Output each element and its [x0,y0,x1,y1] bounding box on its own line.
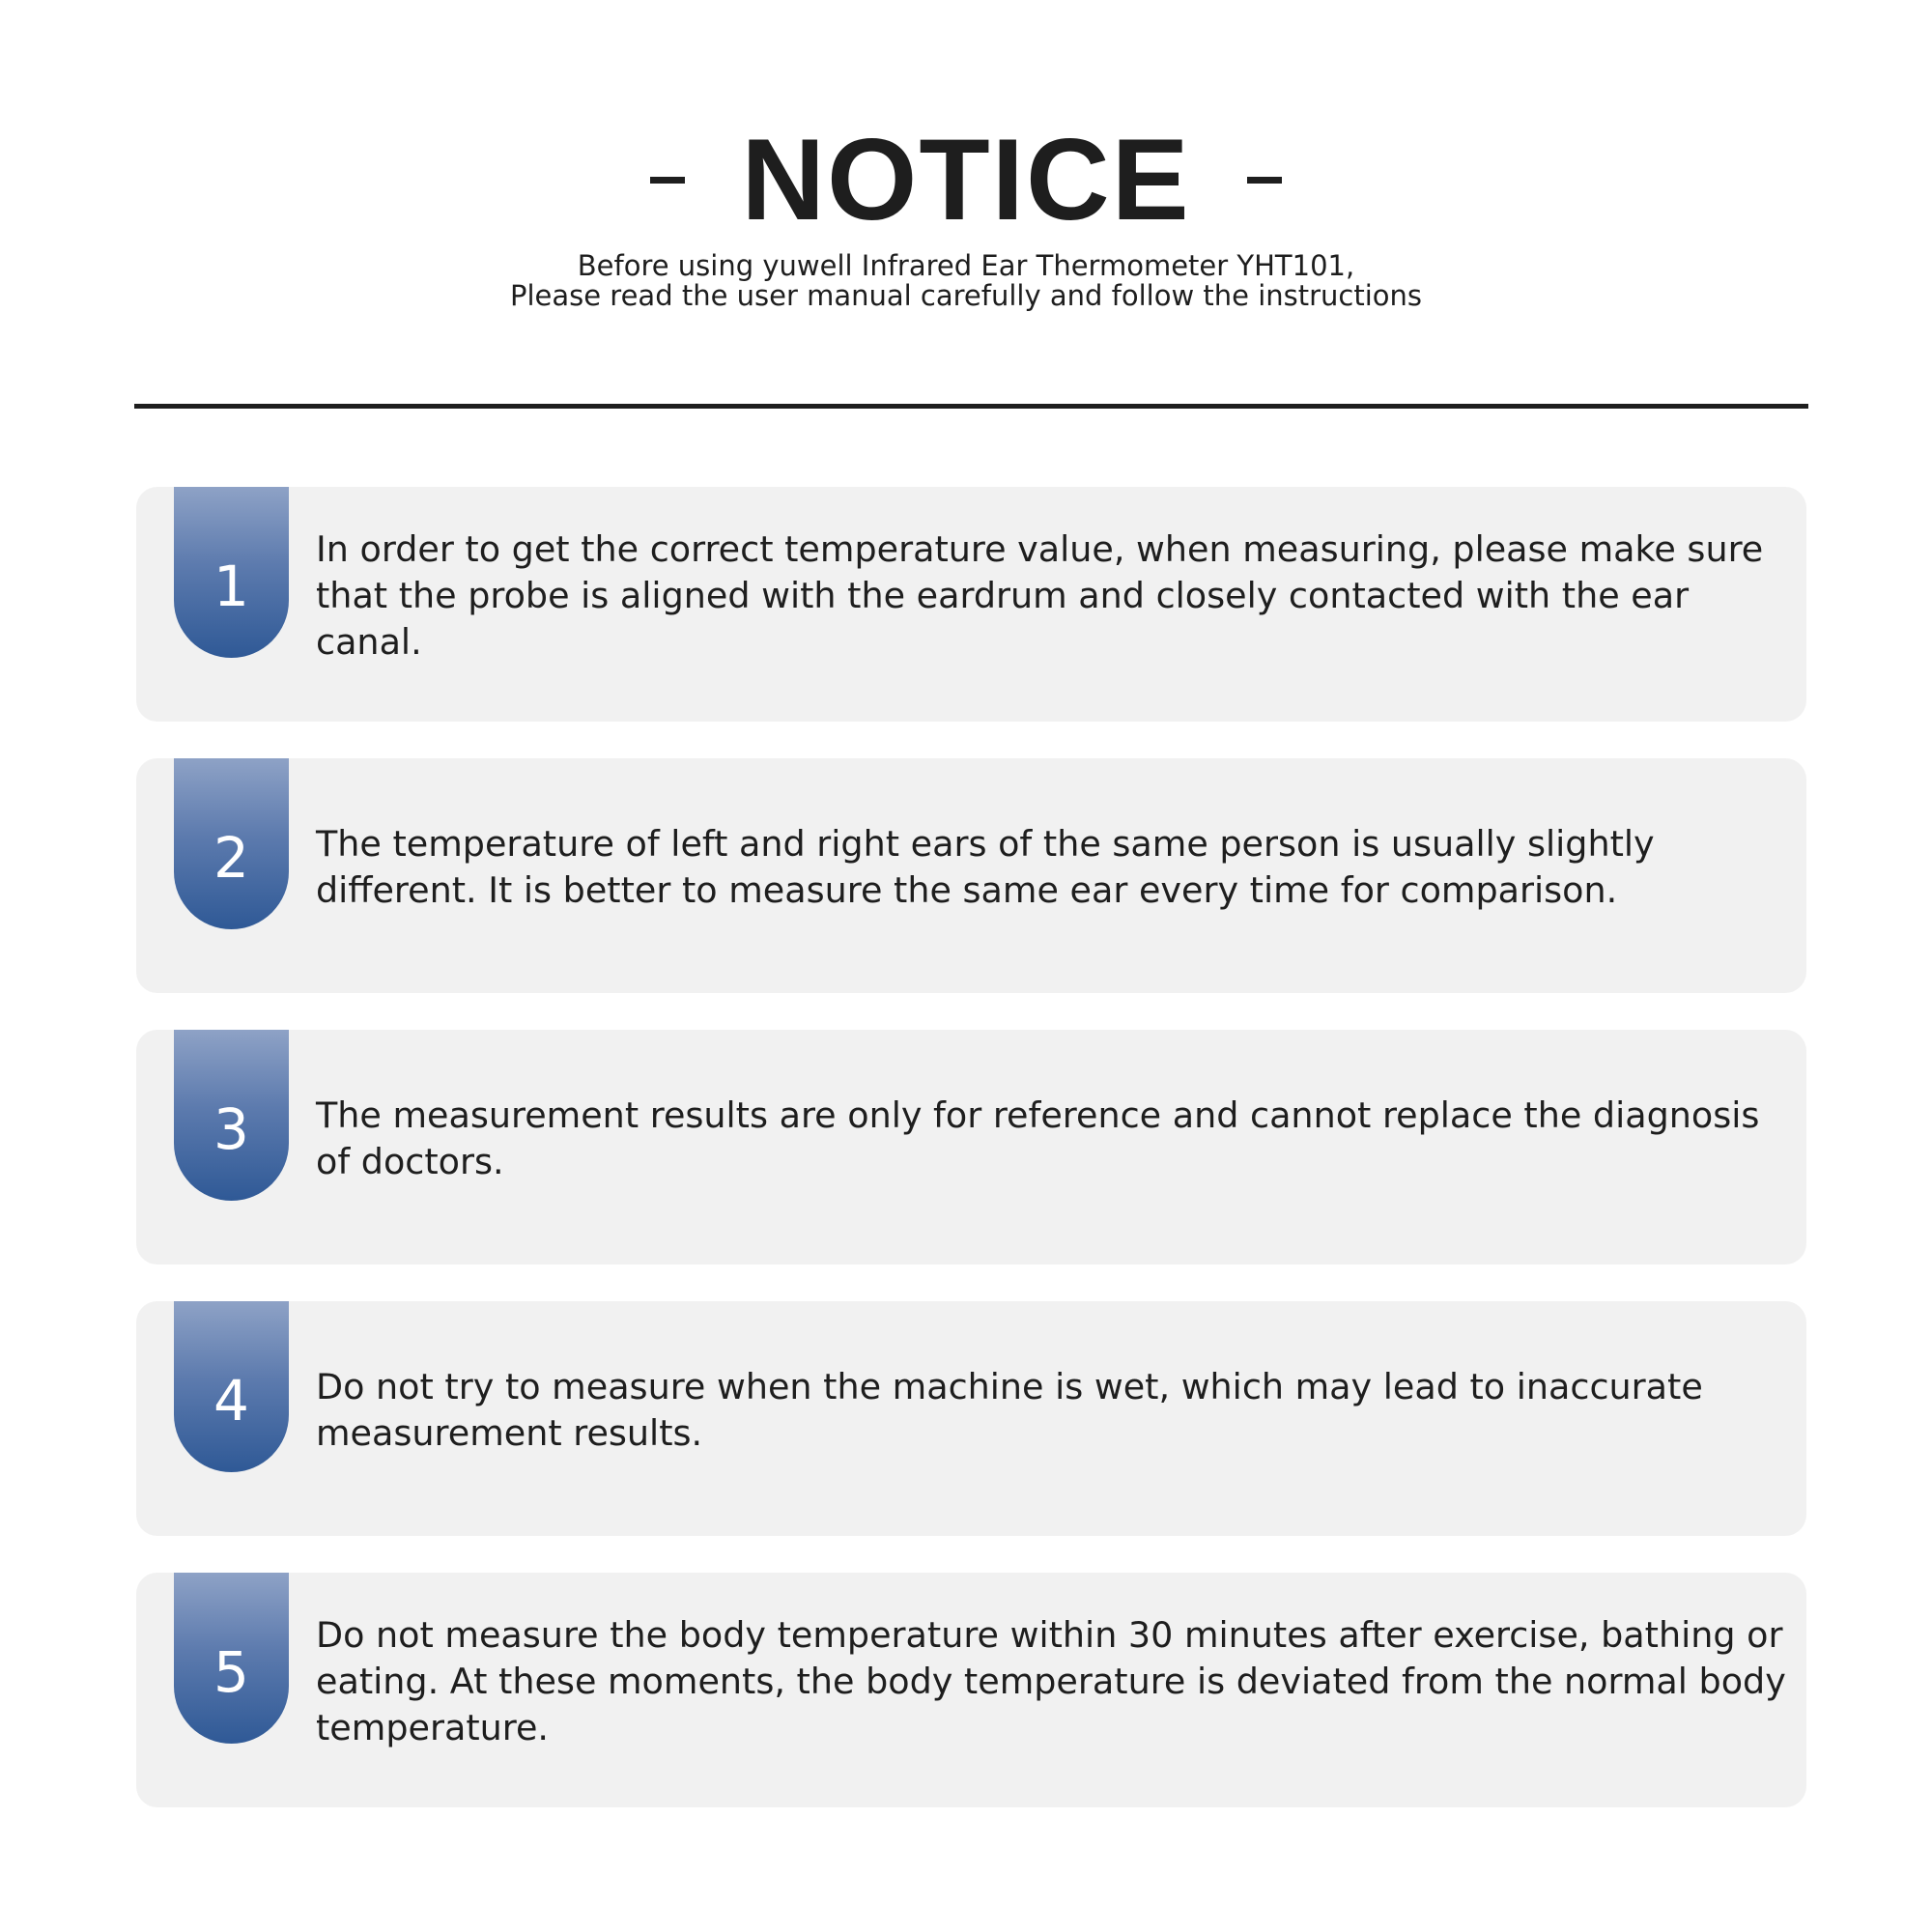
number-badge [174,1301,289,1472]
number-badge [174,1030,289,1201]
page-title: NOTICE [741,115,1191,244]
notice-text-wrap [316,1573,1787,1807]
notice-number: 2 [213,824,249,891]
notice-text: The measurement results are only for reference and cannot replace the diagnosis of doctors. [316,1094,1760,1182]
notice-text-wrap [316,487,1787,722]
notice-number: 5 [213,1638,249,1705]
number-badge [174,487,289,658]
notice-number: 1 [213,553,249,619]
number-badge [174,758,289,929]
notice-card [136,1573,1806,1807]
number-badge [174,1573,289,1744]
notice-list [136,487,1806,1844]
notice-card [136,1301,1806,1536]
notice-text-wrap [316,1301,1787,1536]
notice-text: The temperature of left and right ears of the same person is usually slightly different. It is better to measure the same ear every time for comparison. [316,822,1655,911]
title-left-dash [650,177,685,184]
title-row [0,114,1932,245]
notice-text-wrap [316,758,1787,993]
title-right-dash [1247,177,1282,184]
header-divider [134,404,1808,409]
notice-card [136,487,1806,722]
notice-number: 3 [213,1095,249,1162]
subtitle [0,251,1932,311]
notice-text: Do not try to measure when the machine is wet, which may lead to inaccurate measurement results. [316,1365,1703,1454]
notice-header [0,114,1932,311]
subtitle-line-2: Please read the user manual carefully and follow the instructions [509,279,1423,312]
notice-text-wrap [316,1030,1787,1264]
notice-card [136,758,1806,993]
subtitle-line-1: Before using yuwell Infrared Ear Thermometer YHT101, [577,249,1355,282]
notice-text: In order to get the correct temperature value, when measuring, please make sure that the probe is aligned with the eardrum and closely contacted with the ear canal. [316,527,1764,663]
notice-card [136,1030,1806,1264]
notice-number: 4 [213,1367,249,1434]
notice-text: Do not measure the body temperature within 30 minutes after exercise, bathing or eating. At these moments, the body temperature is deviated from the normal body temperature. [316,1613,1786,1748]
